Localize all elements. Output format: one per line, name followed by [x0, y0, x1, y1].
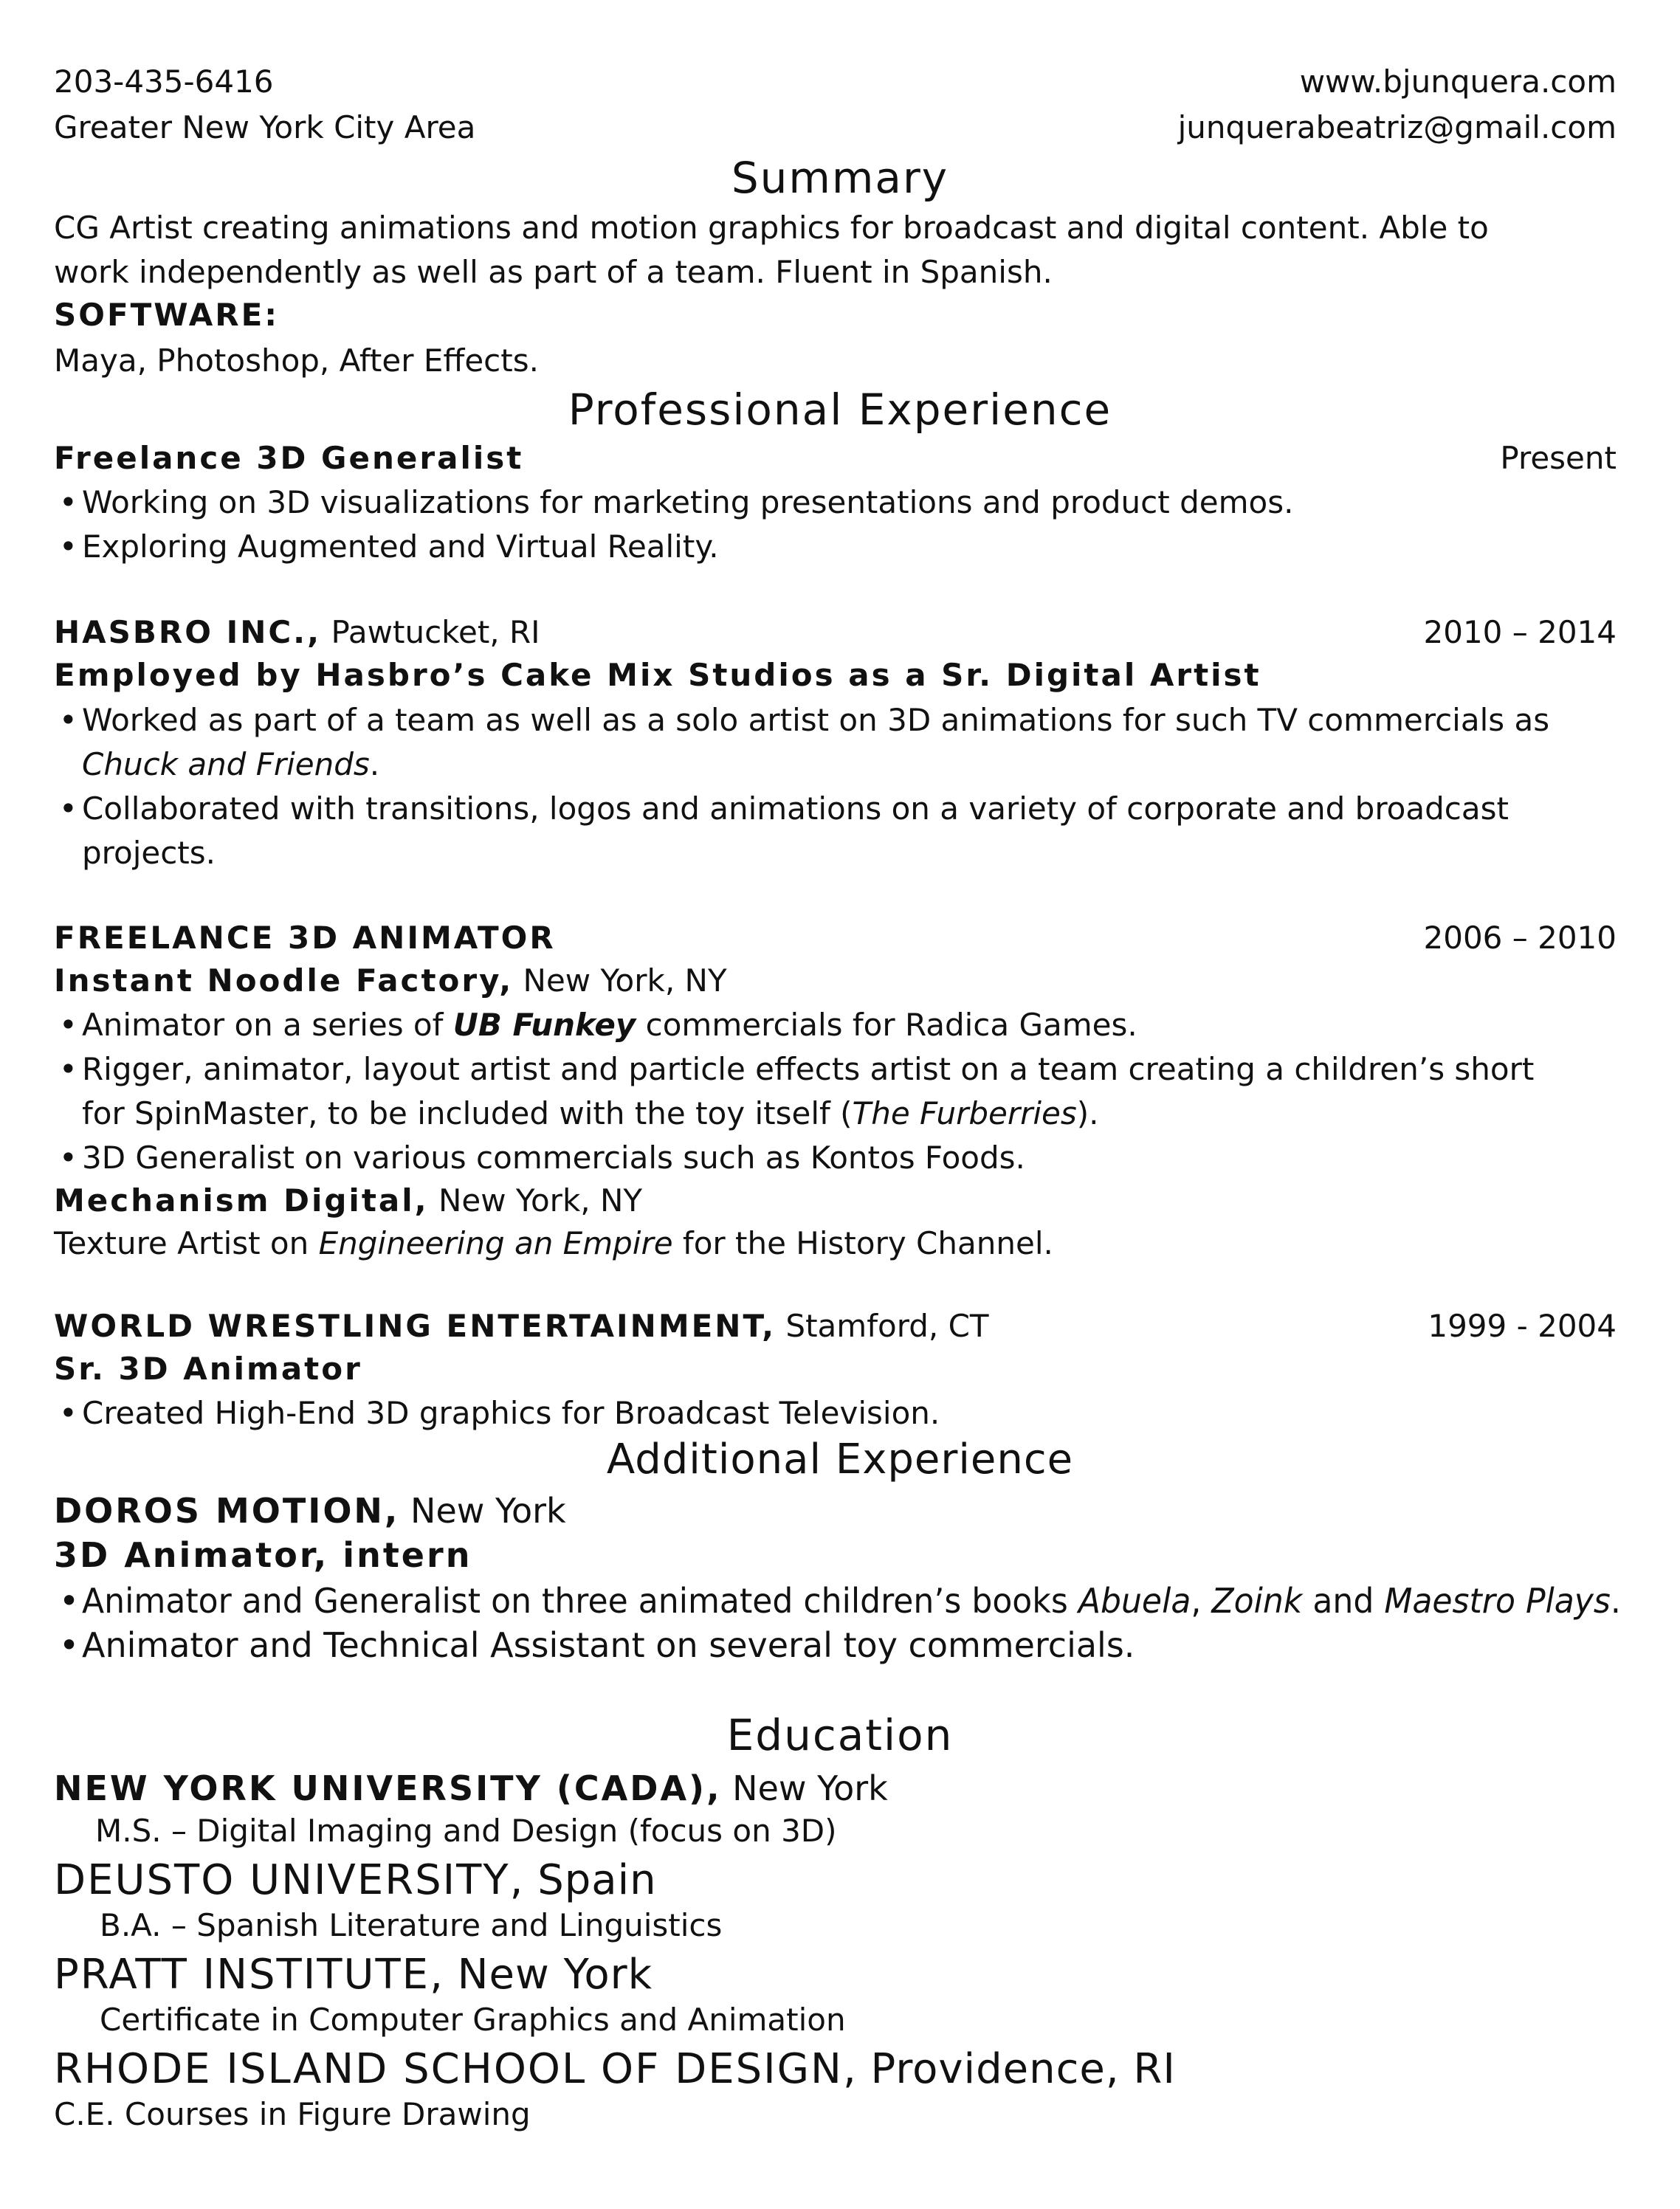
job-date-wwe: 1999 - 2004	[1428, 1308, 1617, 1344]
degree-nyu: M.S. – Digital Imaging and Design (focus on 3D)	[95, 1813, 837, 1849]
show-title: The Furberries	[852, 1095, 1077, 1131]
website-link[interactable]: www.bjunquera.com	[1299, 63, 1617, 100]
client-mechanism-description	[54, 1225, 1053, 1261]
text: ).	[1076, 1095, 1099, 1131]
company-name: WORLD WRESTLING ENTERTAINMENT,	[54, 1308, 777, 1344]
school-name: PRATT INSTITUTE	[54, 1951, 430, 1999]
bullet-text: Worked as part of a team as well as a solo artist on 3D animations for such TV commercials as	[82, 702, 1550, 738]
bullet-text: Rigger, animator, layout artist and particle effects artist on a team creating a children’s short	[82, 1051, 1535, 1087]
job-role-doros: 3D Animator, intern	[54, 1535, 472, 1575]
bullet-text: Animator and Technical Assistant on several toy commercials.	[82, 1625, 1135, 1665]
bullet-text	[82, 1581, 1621, 1621]
bullet-icon: •	[59, 1051, 78, 1087]
bullet-icon: •	[59, 702, 78, 738]
bullet-text: Collaborated with transitions, logos and animations on a variety of corporate and broadcast	[82, 790, 1509, 827]
software-list: Maya, Photoshop, After Effects.	[54, 342, 539, 379]
bullet-icon: •	[59, 1007, 78, 1043]
summary-text-line-1: CG Artist creating animations and motion graphics for broadcast and digital content. Able to	[54, 210, 1489, 246]
software-label: SOFTWARE:	[54, 297, 280, 333]
text: Animator on a series of	[82, 1007, 453, 1043]
bullet-text: Created High-End 3D graphics for Broadcast Television.	[82, 1395, 940, 1431]
job-date-freelance-generalist: Present	[1500, 440, 1617, 476]
school-location: , New York	[430, 1951, 653, 1999]
school-name: NEW YORK UNIVERSITY (CADA),	[54, 1768, 722, 1808]
school-location: New York	[721, 1768, 888, 1808]
degree-risd: C.E. Courses in Figure Drawing	[54, 2096, 531, 2132]
bullet-icon: •	[59, 790, 78, 827]
client-name: Instant Noodle Factory,	[54, 962, 514, 999]
additional-experience-heading: Additional Experience	[606, 1436, 1074, 1483]
degree-pratt: Certificate in Computer Graphics and Animation	[100, 2002, 846, 2038]
bullet-icon: •	[59, 1625, 80, 1665]
professional-experience-heading: Professional Experience	[568, 385, 1112, 435]
show-title: Engineering an Empire	[318, 1225, 673, 1261]
school-location: , Spain	[509, 1856, 657, 1904]
show-title: Chuck and Friends	[82, 746, 370, 782]
school-name: DEUSTO UNIVERSITY	[54, 1856, 510, 1904]
job-header-wwe	[54, 1308, 989, 1344]
client-location: New York, NY	[428, 1182, 643, 1219]
book-title: Zoink	[1211, 1581, 1303, 1621]
text: commercials for Radica Games.	[636, 1007, 1137, 1043]
bullet-text: Exploring Augmented and Virtual Reality.	[82, 528, 719, 565]
book-title: Abuela	[1078, 1581, 1191, 1621]
school-nyu	[54, 1768, 888, 1808]
client-location: New York, NY	[513, 962, 727, 999]
text: Animator and Generalist on three animated children’s books	[82, 1581, 1078, 1621]
text: for the History Channel.	[672, 1225, 1053, 1261]
client-mechanism-digital	[54, 1182, 643, 1219]
school-pratt	[54, 1951, 653, 1999]
bullet-icon: •	[59, 484, 78, 520]
location: Greater New York City Area	[54, 109, 476, 145]
job-title-freelance-generalist: Freelance 3D Generalist	[54, 440, 524, 476]
bullet-text-continuation	[82, 746, 380, 782]
bullet-icon: •	[59, 528, 78, 565]
school-name: RHODE ISLAND SCHOOL OF DESIGN	[54, 2045, 843, 2093]
bullet-icon: •	[59, 1581, 80, 1621]
bullet-text: 3D Generalist on various commercials such as Kontos Foods.	[82, 1140, 1025, 1176]
school-location: , Providence, RI	[842, 2045, 1176, 2093]
bullet-text-continuation: projects.	[82, 835, 216, 871]
degree-deusto: B.A. – Spanish Literature and Linguistics	[100, 1907, 723, 1943]
text: for SpinMaster, to be included with the toy itself (	[82, 1095, 853, 1131]
company-location: New York	[399, 1491, 566, 1531]
client-instant-noodle	[54, 962, 727, 999]
summary-heading: Summary	[731, 153, 949, 203]
job-role-hasbro: Employed by Hasbro’s Cake Mix Studios as a Sr. Digital Artist	[54, 657, 1261, 693]
job-header-freelance-animator: FREELANCE 3D ANIMATOR	[54, 920, 556, 956]
text: and	[1302, 1581, 1385, 1621]
job-date-hasbro: 2010 – 2014	[1423, 614, 1617, 650]
book-title: Maestro Plays	[1384, 1581, 1611, 1621]
bullet-icon: •	[59, 1395, 78, 1431]
bullet-icon: •	[59, 1140, 78, 1176]
text: ,	[1191, 1581, 1212, 1621]
bullet-text	[82, 1007, 1137, 1043]
bullet-text: Working on 3D visualizations for marketing presentations and product demos.	[82, 484, 1294, 520]
text: Texture Artist on	[54, 1225, 319, 1261]
bullet-text-continuation	[82, 1095, 1099, 1131]
job-role-wwe: Sr. 3D Animator	[54, 1351, 362, 1387]
company-location: Stamford, CT	[776, 1308, 989, 1344]
job-date-freelance-animator: 2006 – 2010	[1423, 920, 1617, 956]
job-header-doros	[54, 1491, 566, 1531]
education-heading: Education	[726, 1710, 954, 1760]
email-link[interactable]: junquerabeatriz@gmail.com	[1177, 109, 1617, 145]
company-location: Pawtucket, RI	[321, 614, 540, 650]
job-header-hasbro	[54, 614, 540, 650]
school-deusto	[54, 1856, 657, 1904]
client-name: Mechanism Digital,	[54, 1182, 429, 1219]
phone-number: 203-435-6416	[54, 63, 274, 100]
school-risd	[54, 2045, 1176, 2093]
company-name: DOROS MOTION,	[54, 1491, 400, 1531]
punctuation: .	[1610, 1581, 1621, 1621]
punctuation: .	[369, 746, 380, 782]
company-name: HASBRO INC.,	[54, 614, 322, 650]
summary-text-line-2: work independently as well as part of a team. Fluent in Spanish.	[54, 254, 1053, 290]
show-title: UB Funkey	[452, 1007, 636, 1043]
